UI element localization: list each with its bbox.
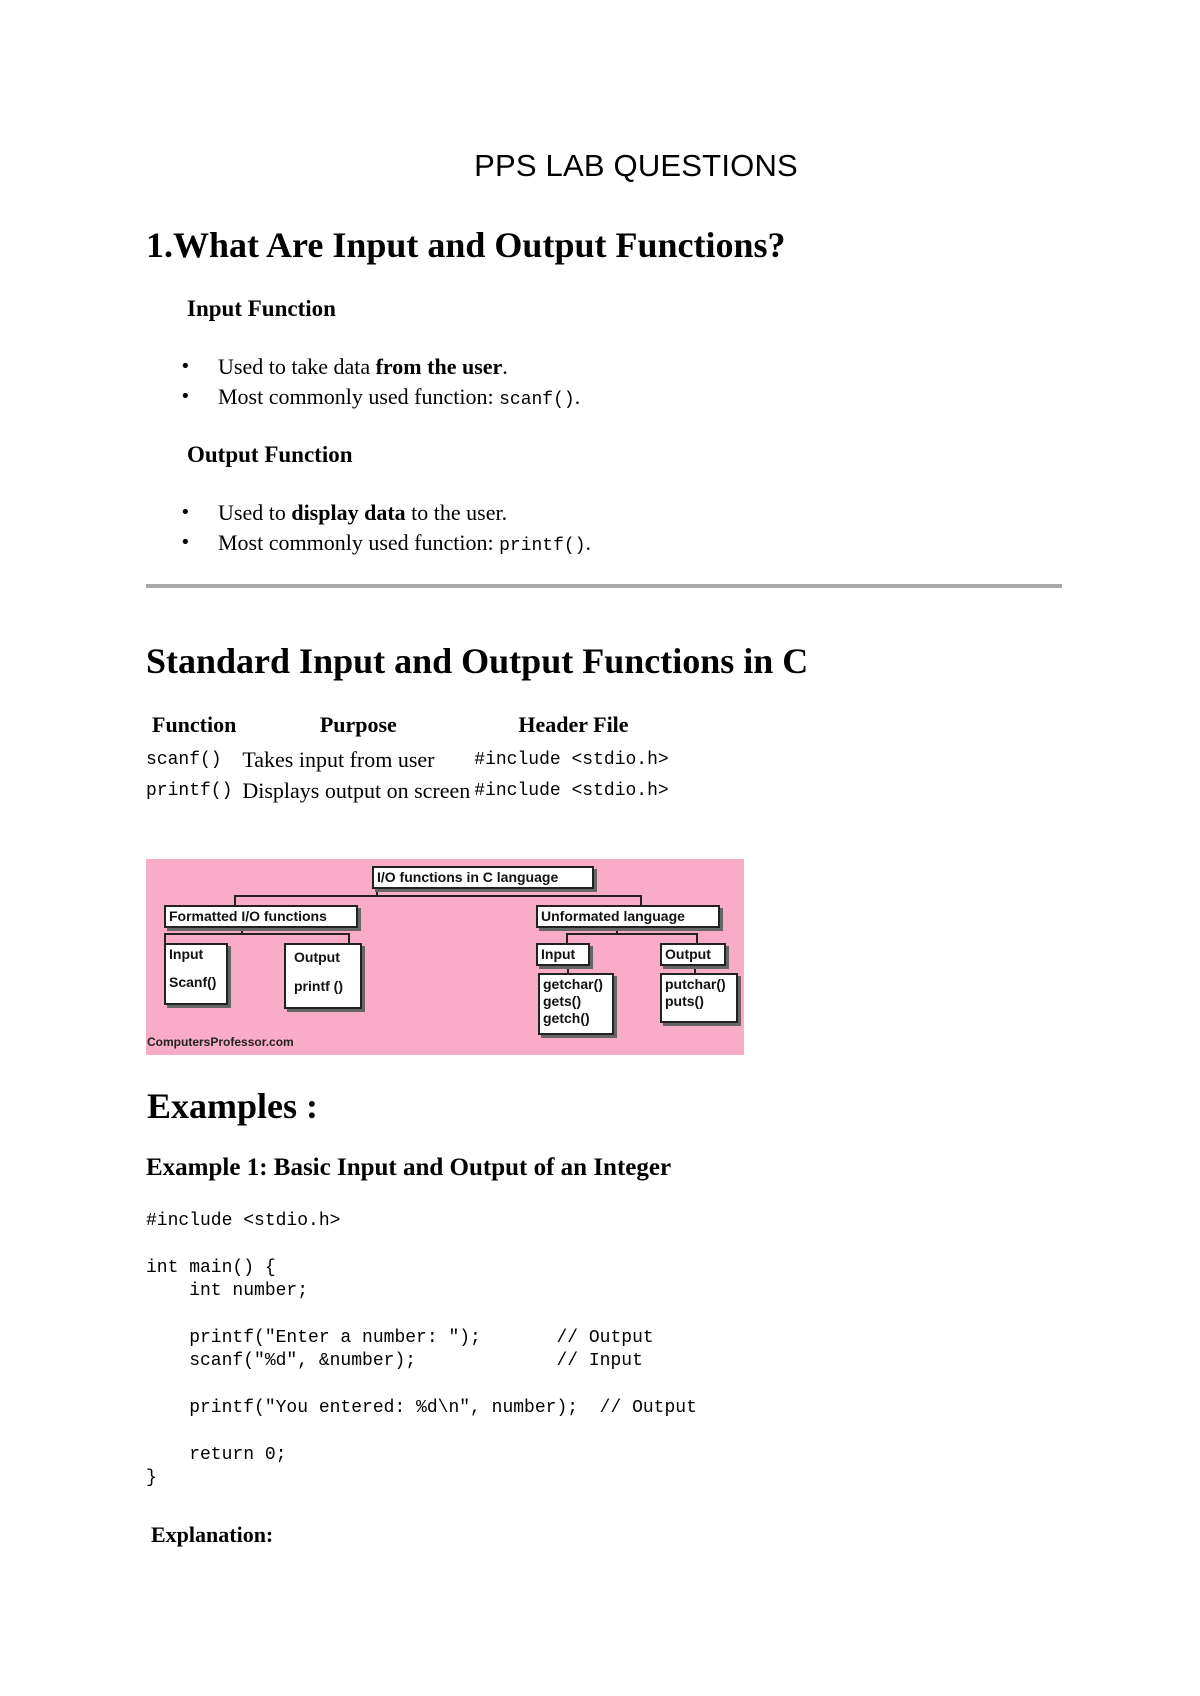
diagram-formatted-box: Formatted I/O functions	[164, 905, 358, 928]
horizontal-divider	[146, 584, 1062, 588]
diagram-unformatted-input-box: Input	[536, 943, 590, 966]
table-cell: Takes input from user	[242, 746, 435, 772]
diagram-root-box: I/O functions in C language	[372, 866, 594, 889]
explanation-label: Explanation:	[151, 1522, 274, 1547]
list-item: • Most commonly used function: scanf().	[180, 382, 580, 412]
list-item: • Used to display data to the user.	[180, 498, 591, 528]
table-header-purpose: Purpose	[319, 712, 397, 737]
output-function-heading: Output Function	[187, 442, 353, 467]
table-header-file: Header File	[518, 712, 629, 737]
table-cell: #include <stdio.h>	[474, 780, 669, 801]
diagram-unformatted-input-functions: getchar() gets() getch()	[538, 973, 614, 1035]
table-cell: scanf()	[146, 749, 222, 770]
table-cell: printf()	[146, 780, 233, 801]
examples-heading: Examples :	[147, 1086, 318, 1126]
table-header-row	[146, 710, 673, 744]
example-1-code-block: #include <stdio.h> int main() { int number; printf("Enter a number: "); // Output scanf("%d", &number); // Input printf("You entered: %d\n", number); // Output return 0; }	[146, 1211, 697, 1489]
io-functions-diagram	[146, 859, 744, 1055]
diagram-unformatted-output-box: Output	[660, 943, 726, 966]
list-item: • Most commonly used function: printf().	[180, 528, 591, 558]
diagram-unformatted-box: Unformated language	[536, 905, 720, 928]
table-cell: #include <stdio.h>	[474, 749, 669, 770]
table-row	[146, 775, 673, 806]
document-title: PPS LAB QUESTIONS	[474, 148, 798, 183]
question-1-heading: 1.What Are Input and Output Functions?	[146, 225, 786, 265]
table-row	[146, 744, 673, 775]
input-function-list	[180, 352, 580, 412]
input-function-heading: Input Function	[187, 296, 336, 321]
diagram-credit: ComputersProfessor.com	[147, 1035, 294, 1049]
diagram-unformatted-output-functions: putchar() puts()	[660, 973, 738, 1023]
list-item: • Used to take data from the user.	[180, 352, 580, 382]
table-header-function: Function	[152, 712, 237, 737]
diagram-formatted-input-box: Input Scanf()	[164, 943, 228, 1005]
io-functions-table	[146, 710, 673, 806]
output-function-list	[180, 498, 591, 558]
table-cell: Displays output on screen	[242, 777, 471, 803]
diagram-formatted-output-box: Output printf ()	[284, 943, 362, 1009]
standard-io-heading: Standard Input and Output Functions in C	[146, 641, 809, 681]
example-1-heading: Example 1: Basic Input and Output of an Integer	[146, 1154, 672, 1181]
